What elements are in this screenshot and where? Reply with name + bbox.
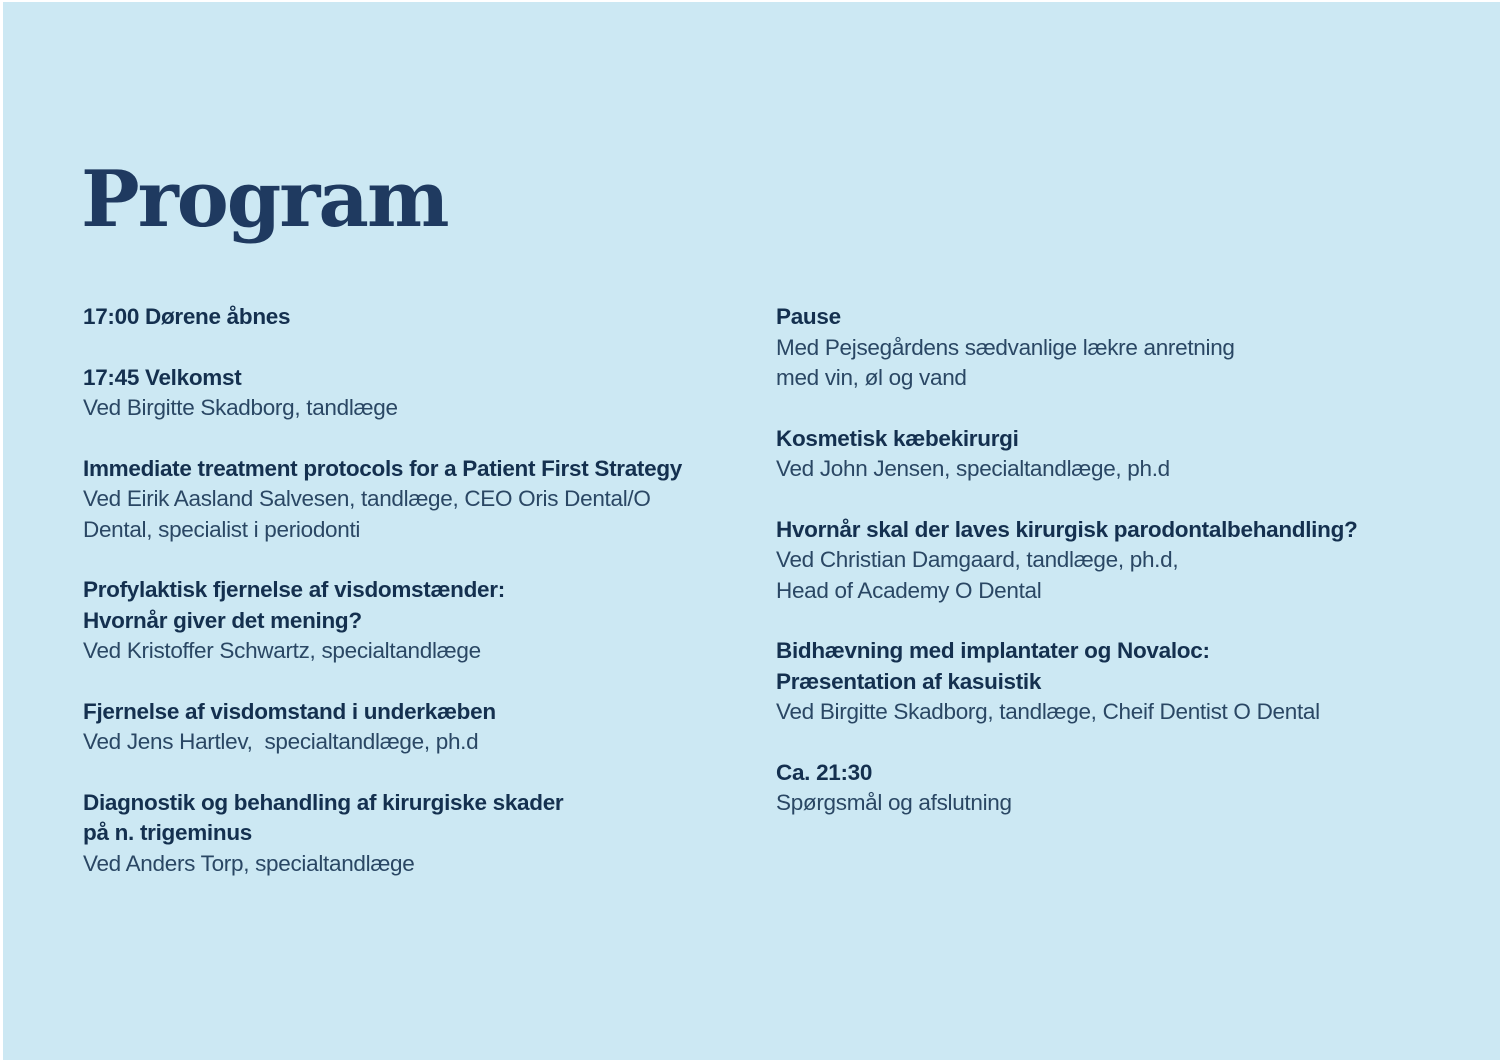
session-title-line: Immediate treatment protocols for a Patient First Strategy <box>83 455 682 481</box>
program-section <box>776 758 1469 819</box>
session-detail-line: Ved Kristoffer Schwartz, specialtandlæge <box>83 638 481 663</box>
session-detail-line: Ved Christian Damgaard, tandlæge, ph.d, <box>776 547 1179 572</box>
session-detail-line: Dental, specialist i periodonti <box>83 516 361 542</box>
session-title-line: Fjernelse af visdomstand i underkæben <box>83 698 496 724</box>
session-detail-line: Ved Birgitte Skadborg, tandlæge <box>83 395 398 420</box>
session-title-line: Hvornår giver det mening? <box>83 607 362 633</box>
session-title-line: Kosmetisk kæbekirurgi <box>776 425 1019 451</box>
session-detail-line: Med Pejsegårdens sædvanlige lækre anretning <box>776 334 1235 360</box>
session-title-line: Bidhævning med implantater og Novaloc: <box>776 638 1210 663</box>
session-detail-line: Head of Academy O Dental <box>776 577 1042 603</box>
program-section <box>776 636 1469 728</box>
program-section <box>83 302 776 333</box>
program-column-right <box>776 302 1469 909</box>
session-title-line: Præsentation af kasuistik <box>776 668 1042 694</box>
session-title-line: Pause <box>776 304 841 329</box>
program-slide <box>3 2 1500 1060</box>
session-detail-line: Ved Birgitte Skadborg, tandlæge, Cheif Dentist O Dental <box>776 699 1320 724</box>
session-detail-line: med vin, øl og vand <box>776 365 967 390</box>
program-column-left <box>83 302 776 909</box>
program-section <box>83 575 776 667</box>
session-title-line: Profylaktisk fjernelse af visdomstænder: <box>83 577 505 602</box>
program-section <box>776 302 1469 394</box>
page-title: Program <box>81 154 448 245</box>
session-detail-line: Ved John Jensen, specialtandlæge, ph.d <box>776 456 1170 481</box>
session-title-line: Ca. 21:30 <box>776 759 873 785</box>
program-section <box>83 363 776 424</box>
program-columns <box>83 302 1440 909</box>
session-title-line: Diagnostik og behandling af kirurgiske skader <box>83 789 564 815</box>
session-title-line: 17:45 Velkomst <box>83 364 242 390</box>
program-section <box>776 424 1469 485</box>
program-section <box>83 788 776 880</box>
session-title-line: Hvornår skal der laves kirurgisk parodontalbehandling? <box>776 516 1358 542</box>
session-detail-line: Spørgsmål og afslutning <box>776 790 1012 815</box>
program-section <box>83 454 776 546</box>
session-detail-line: Ved Anders Torp, specialtandlæge <box>83 850 415 876</box>
session-title-line: 17:00 Dørene åbnes <box>83 304 291 329</box>
program-section <box>776 515 1469 607</box>
session-detail-line: Ved Eirik Aasland Salvesen, tandlæge, CEO Oris Dental/O <box>83 486 651 511</box>
program-section <box>83 697 776 758</box>
session-title-line: på n. trigeminus <box>83 820 252 845</box>
session-detail-line: Ved Jens Hartlev, specialtandlæge, ph.d <box>83 729 479 754</box>
